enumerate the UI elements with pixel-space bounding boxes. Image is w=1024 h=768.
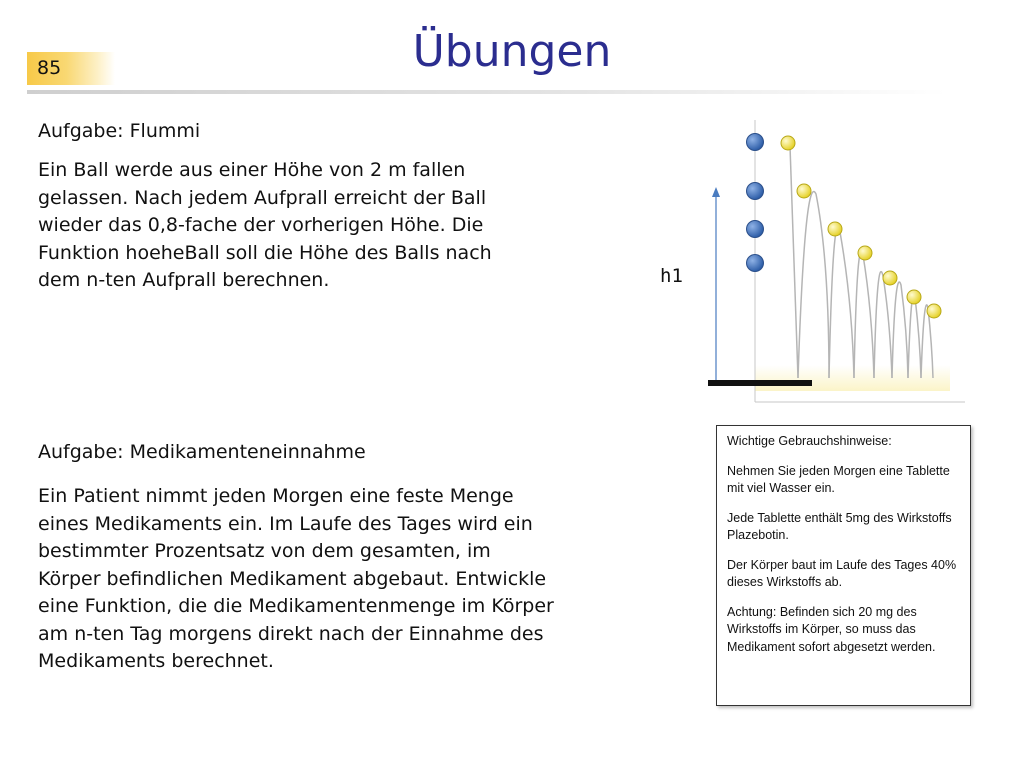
slide-title: Übungen — [412, 26, 612, 77]
ball-blue-1 — [747, 134, 764, 151]
ball-yellow-1 — [781, 136, 795, 150]
infobox-paragraph-2: Jede Tablette enthält 5mg des Wirkstoffs Plazebotin. — [727, 510, 952, 542]
ball-blue-2 — [747, 183, 764, 200]
height-label: h1 — [660, 265, 683, 287]
ball-yellow-4 — [858, 246, 872, 260]
task1-text: Ein Ball werde aus einer Höhe von 2 m fallen gelassen. Nach jedem Aufprall erreicht der Ball wieder das 0,8-fache der vorherigen Höhe. Die Funktion hoeheBall soll die Höhe des Balls nach dem n-ten Aufprall berechnen. — [38, 159, 492, 291]
task1-heading: Aufgabe: Flummi — [38, 120, 201, 142]
infobox-paragraph-3: Der Körper baut im Laufe des Tages 40% dieses Wirkstoffs ab. — [727, 557, 957, 589]
infobox-paragraph-1: Nehmen Sie jeden Morgen eine Tablette mit viel Wasser ein. — [727, 463, 950, 495]
ball-yellow-6 — [907, 290, 921, 304]
infobox-title: Wichtige Gebrauchshinweise: — [727, 434, 892, 448]
bouncing-ball-figure — [640, 110, 970, 410]
task2-text: Ein Patient nimmt jeden Morgen eine feste Menge eines Medikaments ein. Im Laufe des Tages wird ein bestimmter Prozentsatz von dem gesamten, im Körper befindlichen Medikament abgebaut. Entwickle eine Funktion, die die Medikamentenmenge im Körper am n-ten Tag morgens direkt nach der Einnahme des Medikaments berechnet. — [38, 485, 554, 672]
floor-bar — [708, 380, 812, 386]
ball-blue-4 — [747, 255, 764, 272]
usage-instructions-box — [716, 425, 971, 706]
ball-yellow-5 — [883, 271, 897, 285]
title-divider — [27, 90, 947, 94]
bounce-arcs — [790, 146, 933, 378]
slide-number: 85 — [27, 52, 115, 85]
height-arrow-head — [712, 187, 720, 197]
ball-blue-3 — [747, 221, 764, 238]
task2-heading: Aufgabe: Medikamenteneinnahme — [38, 441, 366, 463]
ball-yellow-3 — [828, 222, 842, 236]
ball-yellow-7 — [927, 304, 941, 318]
ball-yellow-2 — [797, 184, 811, 198]
bouncing-balls — [781, 136, 941, 318]
infobox-paragraph-4: Achtung: Befinden sich 20 mg des Wirkstoffs im Körper, so muss das Medikament sofort abgesetzt werden. — [727, 604, 936, 654]
